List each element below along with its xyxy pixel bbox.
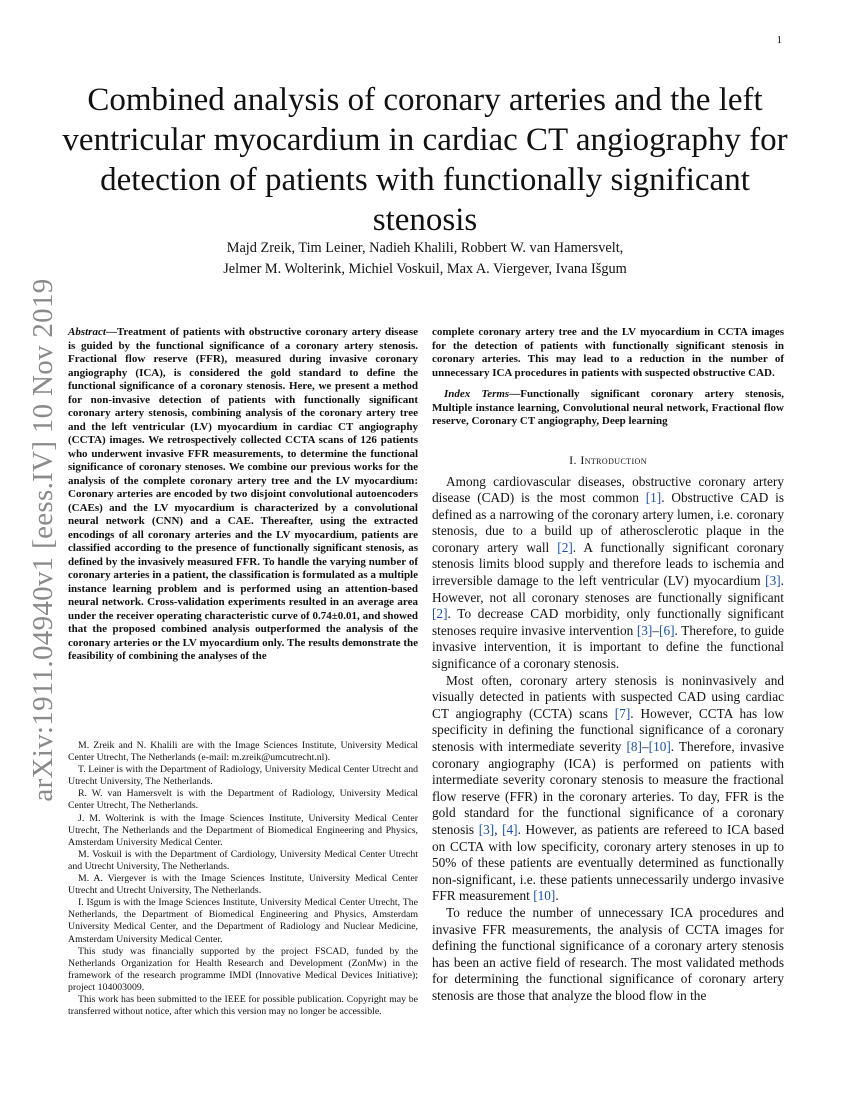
footnote: M. Zreik and N. Khalili are with the Image Sciences Institute, University Medical Center Utrecht, The Netherlands (e-mail: m.zreik@umcutrecht.nl).: [68, 740, 418, 764]
abstract-label: Abstract: [68, 326, 106, 338]
citation-link[interactable]: [2]: [557, 539, 573, 555]
intro-paragraph-3: [432, 905, 784, 1005]
paragraph-text: .: [555, 888, 559, 904]
paragraph-text: . Therefore, invasive coronary angiography (ICA) is performed on patients with intermediate severity coronary stenosis to measure the fractional flow reserve (FFR) in the coronary arteries. To day, FFR is the gold standard for the functional significance of a coronary stenosis: [432, 739, 785, 837]
intro-paragraph-2: [432, 673, 784, 905]
paragraph-text: Among cardiovascular diseases, obstructive coronary artery disease (CAD) is the most common: [432, 473, 784, 506]
footnote: M. Voskuil is with the Department of Cardiology, University Medical Center Utrecht and Utrecht University, The Netherlands.: [68, 848, 418, 872]
citation-link[interactable]: [3]: [478, 821, 495, 837]
section-numeral: I.: [569, 452, 577, 467]
citation-link[interactable]: [7]: [614, 705, 631, 721]
section-heading-introduction: [432, 453, 784, 468]
paragraph-text: . However, as patients are refereed to ICA based on CCTA with low specificity, coronary artery stenoses in up to 50% of these patients are eventually determined as functionally non-significant, i.e. these patients unnecessarily undergo invasive FFR measurement: [432, 821, 785, 904]
citation-link[interactable]: [1]: [645, 490, 662, 506]
citation-link[interactable]: [2]: [432, 606, 448, 622]
left-column: [68, 326, 418, 664]
paragraph-text: . However, not all coronary stenoses are functionally significant: [432, 573, 784, 605]
section-title: Introduction: [580, 452, 647, 467]
index-terms-label: Index Terms: [444, 388, 510, 400]
citation-link[interactable]: [10]: [648, 739, 671, 754]
paragraph-text: . To decrease CAD morbidity, only functionally significant stenoses require invasive intervention: [432, 606, 784, 638]
footnote: R. W. van Hamersvelt is with the Department of Radiology, University Medical Center Utrecht, The Netherlands.: [68, 788, 418, 812]
paragraph-text: To reduce the number of unnecessary ICA procedures and invasive FFR measurements, the analysis of CCTA images for defining the functional significance of a coronary artery stenosis has been an active field of research. The most validated methods for determining the functional significance of coronary artery stenosis are those that analyze the blood flow in the: [432, 904, 784, 1003]
author-line: Majd Zreik, Tim Leiner, Nadieh Khalili, Robbert W. van Hamersvelt,: [226, 240, 624, 256]
citation-link[interactable]: [6]: [659, 622, 675, 638]
footnote: J. M. Wolterink is with the Image Sciences Institute, University Medical Center Utrecht, The Netherlands and the Department of Biomedical Engineering and Physics, Amsterdam University Medical Center.: [68, 812, 418, 848]
citation-link[interactable]: [10]: [533, 888, 556, 904]
footnote: I. Išgum is with the Image Sciences Institute, University Medical Center Utrecht, The Netherlands, the Department of Biomedical Engineering and Physics, Amsterdam University Medical Center, and the Department of Radiology and Nuclear Medicine, Amsterdam University Medical Center.: [68, 897, 418, 945]
intro-paragraph-1: [432, 474, 784, 673]
paragraph-text: . Therefore, to guide invasive intervention, it is important to define the functional significance of a coronary stenosis.: [432, 622, 784, 672]
author-list: [60, 238, 790, 280]
abstract: [68, 326, 418, 664]
citation-link[interactable]: [3]: [765, 573, 781, 589]
abstract-continued: complete coronary artery tree and the LV myocardium in CCTA images for the detection of patients with functionally significant stenosis in coronary arteries. This may lead to a reduction in the number of unnecessary ICA procedures in patients with suspected obstructive CAD.: [432, 326, 784, 379]
arxiv-identifier-stamp[interactable]: arXiv:1911.04940v1 [eess.IV] 10 Nov 2019: [27, 278, 59, 802]
author-line: Jelmer M. Wolterink, Michiel Voskuil, Max A. Viergever, Ivana Išgum: [223, 261, 627, 277]
paragraph-text: ,: [494, 821, 503, 837]
abstract-text: —Treatment of patients with obstructive coronary artery disease is guided by the functional significance of a coronary artery stenosis. Fractional flow reserve (FFR), measured during invasive coronary angiography (ICA), is considered the gold standard to define the functional significance of a coronary stenosis. Here, we present a method for non-invasive detection of patients with functionally significant coronary artery stenosis, combining analysis of the coronary artery tree and the left ventricular (LV) myocardium in cardiac CT angiography (CCTA) images. We retrospectively collected CCTA scans of 126 patients who underwent invasive FFR measurements, to determine the functional significance of coronary stenoses. We combine our previous works for the analysis of the complete coronary artery tree and the LV myocardium: Coronary arteries are encoded by two disjoint convolutional autoencoders (CAEs) and the LV myocardium is characterized by a convolutional neural network (CNN) and a CAE. Thereafter, using the extracted encodings of all coronary arteries and the LV myocardium, patients are classified according to the presence of functionally significant stenosis, as defined by the invasively measured FFR. To handle the varying number of coronary arteries in a patient, the classification is formulated as a multiple instance learning problem and is performed using an attention-based neural network. Cross-validation experiments resulted in an average area under the receiver operating characteristic curve of 0.74±0.01, and showed that the proposed combined analysis outperformed the analysis of the coronary arteries or the LV myocardium only. The results demonstrate the feasibility of combining the analyses of the: [68, 326, 418, 662]
citation-link[interactable]: [3]: [636, 622, 653, 638]
author-affiliation-footnotes: [68, 740, 418, 1018]
footnote: This study was financially supported by the project FSCAD, funded by the Netherlands Organization for Health Research and Development (ZonMw) in the framework of the research programme IMDI (Innovative Medical Devices Initiative); project 104003009.: [68, 945, 418, 993]
footnote: M. A. Viergever is with the Image Sciences Institute, University Medical Center Utrecht and Utrecht University, The Netherlands.: [68, 873, 418, 897]
paragraph-text: . Obstructive CAD is defined as a narrowing of the coronary artery lumen, i.e. coronary stenosis, due to a build up of atherosclerotic plaque in the coronary artery wall: [432, 490, 785, 555]
paragraph-text: –: [641, 739, 649, 754]
paragraph-text: . A functionally significant coronary stenosis limits blood supply and therefore leads to ischemia and irreversible damage to the left ventricular (LV) myocardium: [432, 539, 785, 589]
right-column: [432, 326, 784, 1005]
citation-link[interactable]: [4]: [502, 821, 518, 837]
citation-link[interactable]: [8]: [626, 739, 642, 754]
page-number: 1: [776, 34, 782, 46]
paragraph-text: Most often, coronary artery stenosis is noninvasively and visually detected in patients with suspected CAD using cardiac CT angiography (CCTA) scans: [432, 672, 784, 721]
paper-title: Combined analysis of coronary arteries and the left ventricular myocardium in cardiac CT angiography for detection of patients with functionally significant stenosis: [62, 82, 788, 238]
index-terms-text: —Functionally significant coronary artery stenosis, Multiple instance learning, Convolutional neural network, Fractional flow reserve, Coronary CT angiography, Deep learning: [432, 388, 784, 427]
footnote: This work has been submitted to the IEEE for possible publication. Copyright may be transferred without notice, after which this version may no longer be accessible.: [68, 993, 418, 1018]
paragraph-text: . However, CCTA has low specificity in defining the functional significance of a coronary stenosis with intermediate severity: [432, 705, 784, 754]
footnote: T. Leiner is with the Department of Radiology, University Medical Center Utrecht and Utrecht University, The Netherlands.: [68, 764, 418, 788]
paragraph-text: –: [652, 622, 660, 638]
index-terms: [432, 388, 784, 429]
